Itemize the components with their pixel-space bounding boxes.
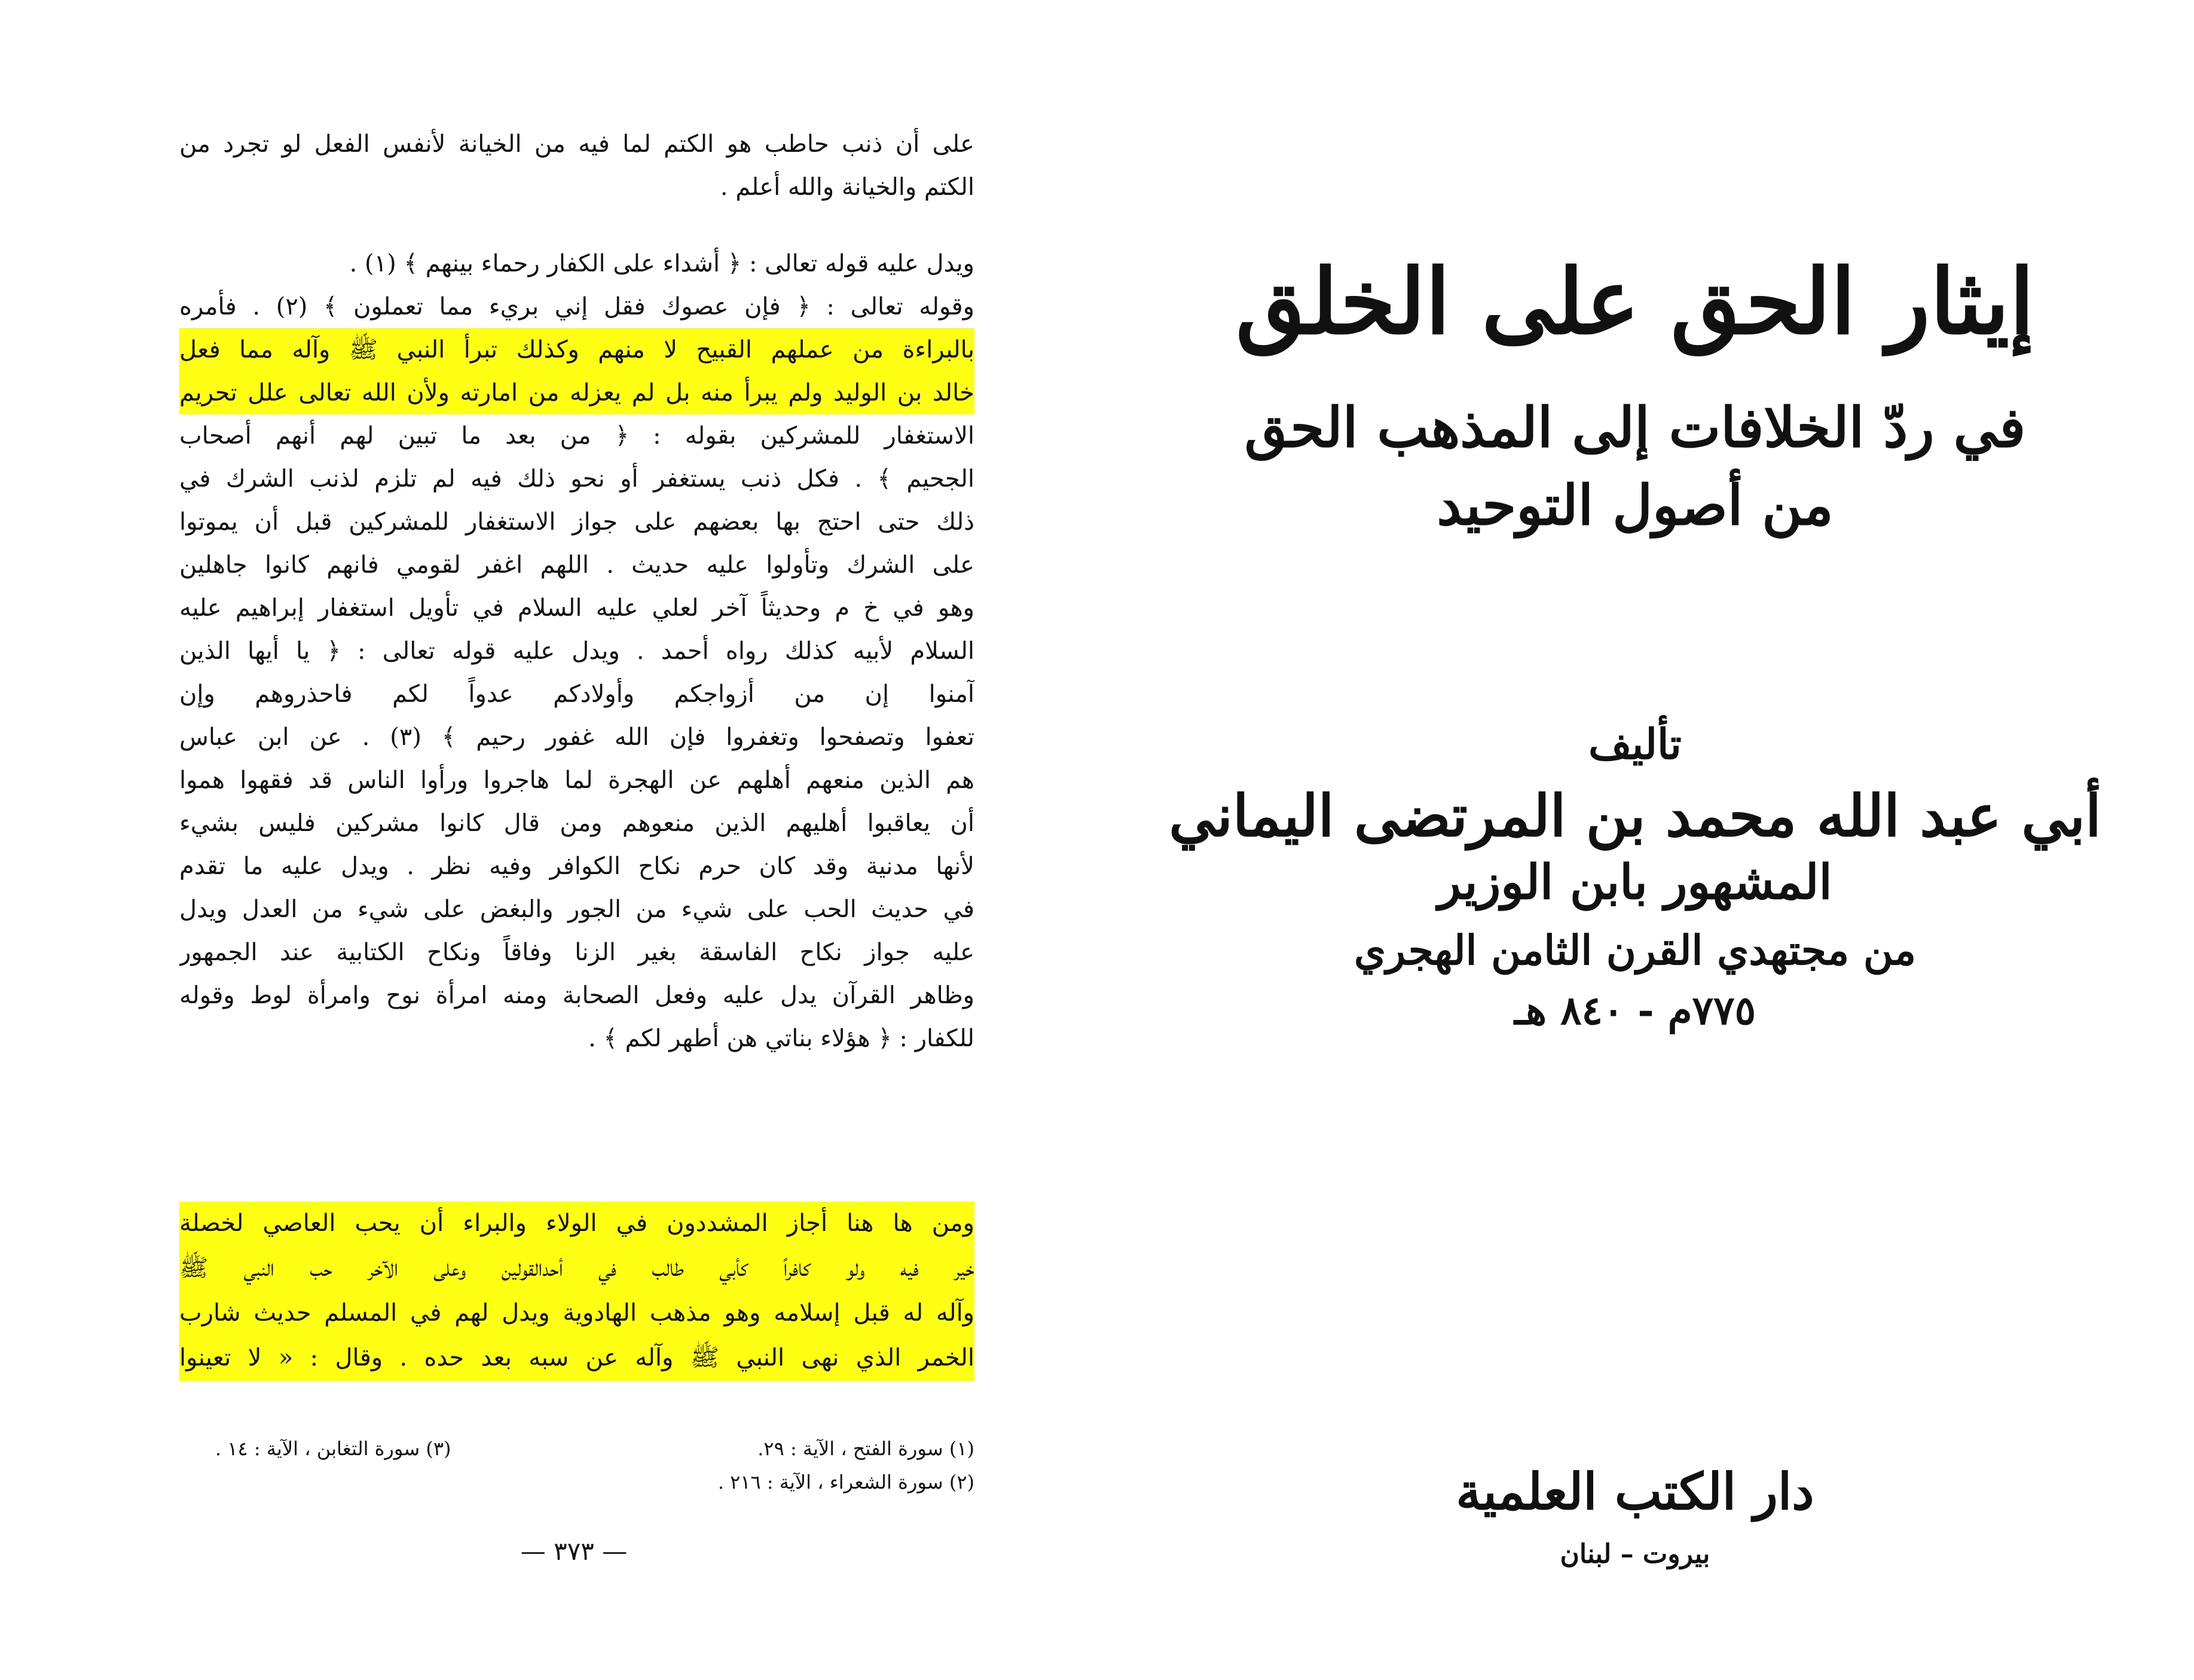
text-line: الجحيم ﴾ . فكل ذنب يستغفر أو نحو ذلك فيه لم تلزم لذنب الشرك في: [179, 465, 974, 493]
publisher-city: بيروت – لبنان: [1560, 1539, 1710, 1569]
text-line: وهو في خ م وحديثاً آخر لعلي عليه السلام في تأويل استغفار إبراهيم عليه: [179, 594, 974, 622]
author-intro: تأليف: [1588, 719, 1682, 769]
footnote-row: [215, 1432, 974, 1465]
title-page: [1076, 0, 2194, 1680]
text-line: في حديث الحب على شيء من الجور والبغض على شيء من العدل ويدل: [179, 896, 974, 923]
publisher-name: دار الكتب العلمية: [1456, 1462, 1814, 1521]
text-line: على أن ذنب حاطب هو الكتم لما فيه من الخيانة لأنفس الفعل لو تجرد من: [179, 130, 974, 158]
text-line: ويدل عليه قوله تعالى : ﴿ أشداء على الكفار رحماء بينهم ﴾ (١) .: [349, 250, 974, 277]
highlighted-text-line: خالد بن الوليد ولم يبرأ منه بل لم يعزله من امارته ولأن الله تعالى علل تحريم: [179, 379, 974, 407]
text-line: لأنها مدنية وقد كان حرم نكاح الكوافر وفيه نظر . ويدل عليه ما تقدم: [179, 853, 974, 880]
highlighted-text-line: ومن ها هنا أجاز المشددون في الولاء والبراء أن يحب العاصي لخصلة: [179, 1209, 974, 1237]
text-line: وقوله تعالى : ﴿ فإن عصوك فقل إني بريء مما تعملون ﴾ (٢) . فأمره: [179, 293, 974, 320]
highlighted-text-line: بالبراءة من عملهم القبيح لا منهم وكذلك تبرأ النبي ﷺ وآله مما فعل: [179, 336, 974, 364]
page-number: — ٣٧٣ —: [520, 1537, 628, 1566]
text-line: الاستغفار للمشركين بقوله : ﴿ من بعد ما تبين لهم أنهم أصحاب: [179, 422, 974, 450]
paragraph-3-highlighted: [179, 1202, 974, 1381]
paragraph-1: [179, 123, 974, 209]
highlighted-text-line: الخمر الذي نهى النبي ﷺ وآله عن سبه بعد حده . وقال : « لا تعينوا: [179, 1344, 974, 1372]
text-line: للكفار : ﴿ هؤلاء بناتي هن أطهر لكم ﴾ .: [588, 1025, 974, 1052]
author-years: ٧٧٥م - ٨٤٠ هـ: [1514, 987, 1756, 1034]
text-line: وظاهر القرآن يدل عليه وفعل الصحابة ومنه امرأة نوح وامرأة لوط وقوله: [179, 982, 974, 1009]
book-subtitle-line-2: من أصول التوحيد: [1437, 473, 1834, 537]
text-line: تعفوا وتصفحوا وتغفروا فإن الله غفور رحيم ﴾ (٣) . عن ابن عباس: [179, 723, 974, 751]
footnotes: [215, 1432, 974, 1499]
text-line: آمنوا إن من أزواجكم وأولادكم عدواً لكم فاحذروهم وإن: [179, 680, 974, 708]
footnote-row: [215, 1465, 974, 1499]
book-title: إيثار الحق على الخلق: [1236, 249, 2034, 355]
author-known-as: المشهور بابن الوزير: [1438, 854, 1832, 910]
author-century: من مجتهدي القرن الثامن الهجري: [1353, 927, 1917, 975]
footnote-3: (٣) سورة التغابن ، الآية : ١٤ .: [215, 1437, 451, 1460]
paragraph-2: [179, 242, 974, 1060]
author-name: أبي عبد الله محمد بن المرتضى اليماني: [1169, 782, 2101, 850]
text-line: عليه جواز نكاح الفاسقة بغير الزنا وفاقاً ونكاح الكتابية عند الجمهور: [179, 939, 974, 966]
highlighted-text-line: وآله له قبل إسلامه وهو مذهب الهادوية ويدل لهم في المسلم حديث شارب: [179, 1299, 974, 1327]
text-line: على الشرك وتأولوا عليه حديث . اللهم اغفر لقومي فانهم كانوا جاهلين: [179, 551, 974, 579]
highlighted-text-line: خير فيه ولو كافراً كأبي طالب في أحدالقولين وعلى الآخر حب النبي ﷺ: [179, 1254, 974, 1282]
text-line: السلام لأبيه كذلك رواه أحمد . ويدل عليه قوله تعالى : ﴿ يا أيها الذين: [179, 637, 974, 665]
footnote-1: (١) سورة الفتح ، الآية : ٢٩.: [757, 1437, 974, 1460]
footnote-2: (٢) سورة الشعراء ، الآية : ٢١٦ .: [717, 1471, 974, 1493]
text-line: أن يعاقبوا أهليهم الذين منعوهم ومن قال كانوا مشركين فليس بشيء: [179, 810, 974, 837]
book-subtitle-line-1: في ردّ الخلافات إلى المذهب الحق: [1244, 395, 2026, 460]
text-line: الكتم والخيانة والله أعلم .: [720, 173, 974, 201]
text-line: ذلك حتى احتج بها بعضهم على جواز الاستغفار للمشركين قبل أن يموتوا: [179, 508, 974, 536]
left-page: [0, 0, 1076, 1680]
text-line: هم الذين منعهم أهلهم عن الهجرة لما هاجروا ورأوا الناس قد فقهوا هموا: [179, 766, 974, 794]
